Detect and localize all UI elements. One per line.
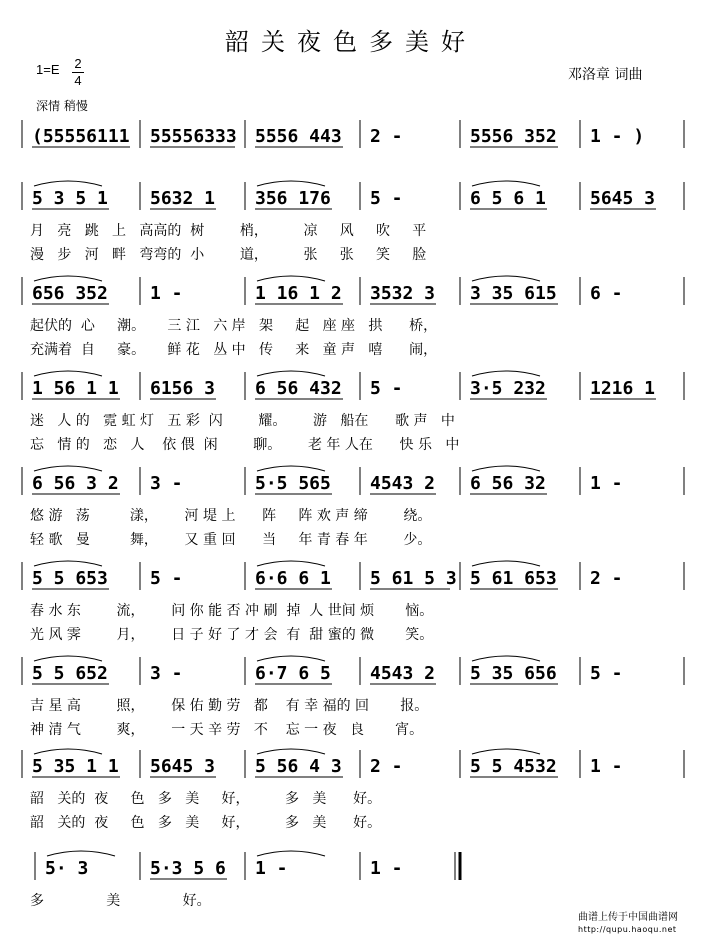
slur [34,561,102,566]
measure-notes: 3532 3 [370,283,436,304]
notation-line [0,118,702,158]
slur [472,561,540,566]
slur [34,181,102,186]
measure-notes: 3 35 615 [470,283,557,304]
lyric-line: 神 清 气 爽， 一 天 辛 劳 不 忘 一 夜 良 宵。 [30,722,424,738]
lyric-line: 充满着 自 豪。 鲜 花 丛 中 传 来 童 声 嘻 闹， [30,342,438,358]
measure-notes: 1 - ) [590,126,645,147]
measure-notes: 4543 2 [370,473,436,494]
measure-notes: 3·5 232 [470,378,546,399]
notation-line [0,560,702,600]
measure-notes: 5·5 565 [255,473,331,494]
measure-notes: 5556 443 [255,126,342,147]
notation-line [0,465,702,505]
watermark [578,912,678,936]
slur [472,276,540,281]
measure-notes: 1 - [150,283,183,304]
measure-notes: 55556333 [150,126,237,147]
measure-notes: 6 56 3 2 [32,473,119,494]
measure-notes: 1 - [255,858,288,879]
lyric-line: 韶 关的 夜 色 多 美 好， 多 美 好。 [30,791,382,807]
measure-notes: 5 - [370,378,403,399]
key-signature: 1=E [36,62,60,77]
measure-notes: 5 - [150,568,183,589]
measure-notes: 5 61 653 [470,568,557,589]
time-signature [72,56,84,89]
measure-notes: 5 - [590,663,623,684]
watermark-text: 曲谱上传于中国曲谱网 [578,912,678,923]
measure-notes: 6·6 6 1 [255,568,331,589]
measure-notes: 1 - [370,858,403,879]
measure-notes: 1 56 1 1 [32,378,119,399]
lyric-line: 吉 星 高 照， 保 佑 勤 劳 都 有 幸 福的 回 报。 [30,698,429,714]
lyric-line: 春 水 东 流， 问 你 能 否 冲 刷 掉 人 世间 烦 恼。 [30,603,434,619]
measure-notes: 5 5 652 [32,663,108,684]
notation-line [0,748,702,788]
slur [257,656,325,661]
slur [34,749,102,754]
slur [257,276,325,281]
measure-notes: 5 35 1 1 [32,756,119,777]
measure-notes: 5 61 5 3 [370,568,457,589]
measure-notes: 656 352 [32,283,108,304]
measure-notes: 2 - [370,756,403,777]
tempo-marking: 深情 稍慢 [36,99,88,113]
measure-notes: 3 - [150,663,183,684]
measure-notes: (55556111 [32,126,130,147]
slur [257,561,325,566]
measure-notes: 3 - [150,473,183,494]
measure-notes: 5·3 5 6 [150,858,226,879]
slur [257,466,325,471]
lyric-line: 月 亮 跳 上 高高的 树 梢， 凉 风 吹 平 [30,223,427,239]
lyric-line: 漫 步 河 畔 弯弯的 小 道， 张 张 笑 脸 [30,247,427,263]
measure-notes: 6 5 6 1 [470,188,546,209]
slur [257,749,325,754]
measure-notes: 6 56 32 [470,473,546,494]
measure-notes: 5556 352 [470,126,557,147]
slur [34,276,102,281]
slur [472,656,540,661]
measure-notes: 5 56 4 3 [255,756,342,777]
notation-line [0,850,702,890]
measure-notes: 356 176 [255,188,331,209]
slur [34,371,102,376]
lyric-line: 轻 歌 曼 舞， 又 重 回 当 年 青 春 年 少。 [30,532,432,548]
score-title: 韶关夜色多美好 [225,28,477,56]
measure-notes: 5 3 5 1 [32,188,108,209]
measure-notes: 6156 3 [150,378,216,399]
time-denominator: 4 [72,72,84,89]
measure-notes: 5645 3 [150,756,216,777]
lyric-line: 忘 情 的 恋 人 依 偎 闲 聊。 老 年 人在 快 乐 中 [30,437,460,453]
measure-notes: 5645 3 [590,188,656,209]
measure-notes: 4543 2 [370,663,436,684]
slur [47,851,115,856]
notation-line [0,370,702,410]
lyric-line: 韶 关的 夜 色 多 美 好， 多 美 好。 [30,815,382,831]
author-credit: 邓洛章 词曲 [568,67,643,83]
measure-notes: 1 - [590,756,623,777]
measure-notes: 2 - [590,568,623,589]
notation-line [0,275,702,315]
watermark-url: http://qupu.haoqu.net [578,925,677,934]
slur [257,851,325,856]
measure-notes: 1216 1 [590,378,656,399]
measure-notes: 5 35 656 [470,663,557,684]
measure-notes: 5 - [370,188,403,209]
slur [34,466,102,471]
slur [257,371,325,376]
measure-notes: 6 56 432 [255,378,342,399]
measure-notes: 1 - [590,473,623,494]
measure-notes: 1 16 1 2 [255,283,342,304]
measure-notes: 5 5 653 [32,568,108,589]
notation-line [0,655,702,695]
time-numerator: 2 [74,56,82,71]
slur [472,466,540,471]
lyric-line: 悠 游 荡 漾， 河 堤 上 阵 阵 欢 声 缔 绕。 [30,508,432,524]
lyric-line: 光 风 霁 月， 日 子 好 了 才 会 有 甜 蜜的 微 笑。 [30,627,434,643]
lyric-line: 起伏的 心 潮。 三 江 六 岸 架 起 座 座 拱 桥， [30,318,438,334]
measure-notes: 6 - [590,283,623,304]
slur [34,656,102,661]
measure-notes: 5632 1 [150,188,216,209]
slur [472,371,540,376]
measure-notes: 5· 3 [45,858,89,879]
lyric-line: 多 美 好。 [30,893,211,909]
measure-notes: 2 - [370,126,403,147]
measure-notes: 5 5 4532 [470,756,557,777]
lyric-line: 迷 人 的 霓 虹 灯 五 彩 闪 耀。 游 船在 歌 声 中 [30,413,455,429]
slur [472,749,540,754]
notation-line [0,180,702,220]
slur [257,181,325,186]
measure-notes: 6·7 6 5 [255,663,331,684]
slur [472,181,540,186]
